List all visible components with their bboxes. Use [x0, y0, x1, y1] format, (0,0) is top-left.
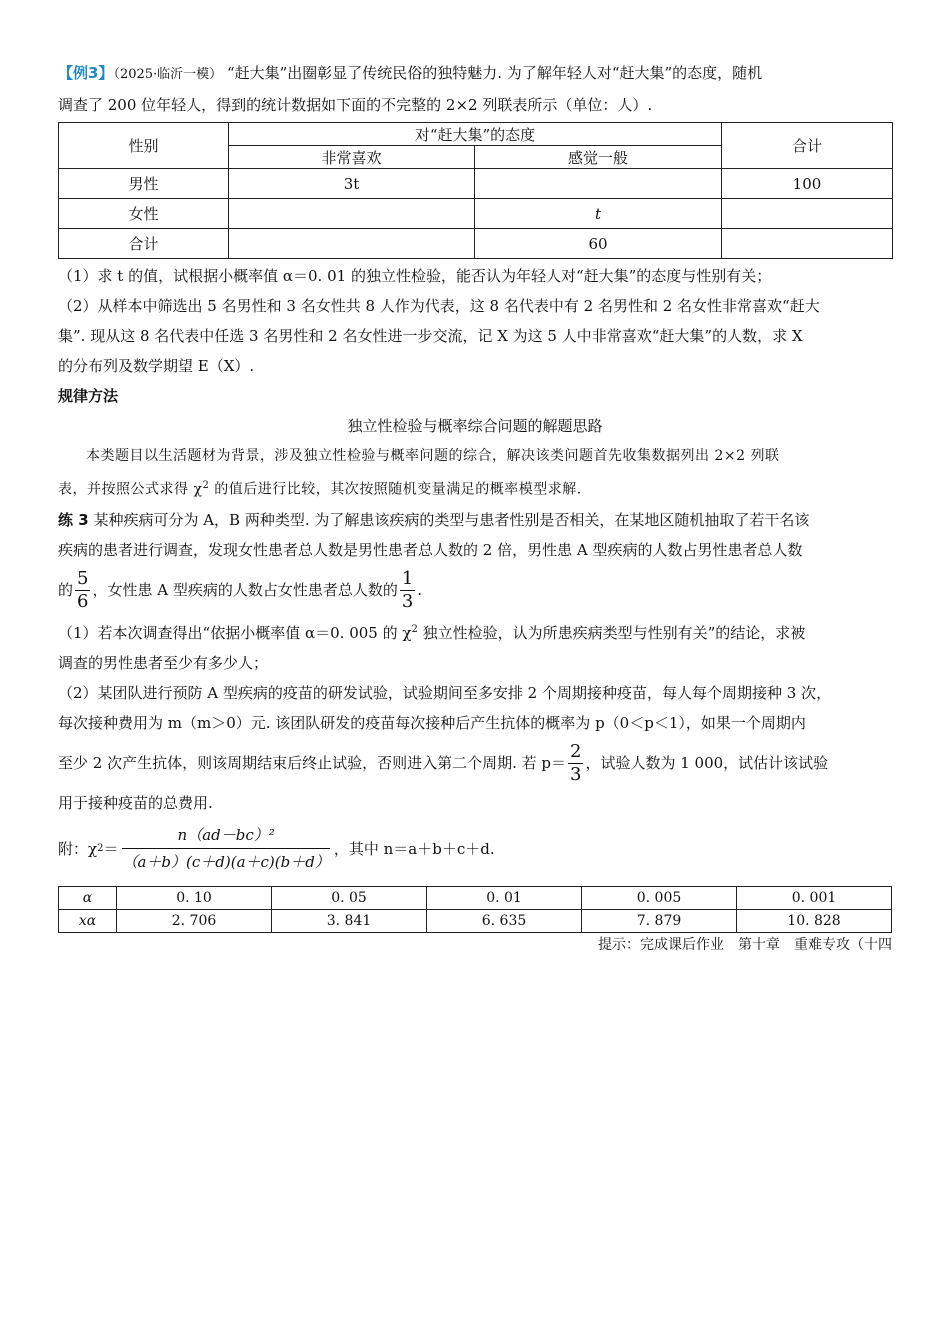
method-text2-post: 的值后进行比较，其次按照随机变量满足的概率模型求解. [209, 481, 582, 498]
method-text-line1: 本类题目以生活题材为背景，涉及独立性检验与概率问题的综合，解决该类问题首先收集数据列出 2×2 列联 [86, 448, 780, 464]
row-label-x-alpha: xα [59, 909, 117, 932]
table-row [59, 169, 893, 199]
row-label: 男性 [59, 169, 229, 199]
row-label: 女性 [59, 199, 229, 229]
cell-total [722, 229, 893, 259]
row-label-alpha: α [59, 886, 117, 909]
part1-post: 独立性检验，认为所患疾病类型与性别有关”的结论，求被 [417, 623, 806, 642]
header-normal: 感觉一般 [475, 146, 722, 169]
part2-line1: （2）某团队进行预防 A 型疾病的疫苗的研发试验，试验期间至多安排 2 个周期接种疫苗，每人每个周期接种 3 次， [58, 683, 832, 702]
table-row [59, 229, 893, 259]
fraction-numerator: 1 [401, 568, 414, 590]
alpha-cell: 0. 005 [582, 886, 737, 909]
x-alpha-cell: 2. 706 [117, 909, 272, 932]
cell-normal [475, 169, 722, 199]
fraction-denominator: 6 [77, 591, 89, 613]
method-text-line2 [58, 471, 892, 505]
formula-numerator: n（ad－bc）² [122, 822, 329, 849]
method-text2-pre: 表，并按照公式求得 χ [58, 481, 203, 498]
part2-line3 [58, 738, 892, 788]
part2-line3-pre: 至少 2 次产生抗体，则该周期结束后终止试验，否则进入第二个周期. 若 p＝ [58, 753, 566, 772]
practice-line1 [58, 505, 892, 535]
practice-line3-end: . [417, 580, 423, 599]
page-content [58, 58, 892, 957]
method-title: 独立性检验与概率综合问题的解题思路 [347, 417, 603, 435]
header-total: 合计 [722, 123, 893, 169]
fraction-numerator: 5 [77, 568, 89, 590]
alpha-cell: 0. 01 [427, 886, 582, 909]
fraction-numerator: 2 [570, 741, 582, 763]
cell-total: 100 [722, 169, 893, 199]
alpha-cell: 0. 05 [272, 886, 427, 909]
formula-label: 附：χ [58, 840, 98, 859]
part1-line2: 调查的男性患者至少有多少人； [58, 653, 269, 672]
part2-line3-post: ，试验人数为 1 000，试估计该试验 [585, 753, 829, 772]
question-1: （1）求 t 的值，试根据小概率值 α＝0. 01 的独立性检验，能否认为年轻人对“赶大集”的态度与性别有关； [58, 267, 772, 285]
formula-eq: ＝ [103, 840, 119, 859]
fraction-one-third [400, 568, 415, 613]
table-row [59, 886, 892, 909]
example-intro [58, 58, 892, 90]
contingency-table [58, 122, 893, 259]
cell-normal: 60 [475, 229, 722, 259]
table-row [59, 199, 893, 229]
row-label: 合计 [59, 229, 229, 259]
part1-sup: 2 [411, 623, 418, 635]
practice-text1: 某种疾病可分为 A，B 两种类型. 为了解患该疾病的类型与患者性别是否相关，在某地区随机抽取了若干名该 [93, 510, 810, 529]
example-intro-line2: 调查了 200 位年轻人，得到的统计数据如下面的不完整的 2×2 列联表所示（单位：人）. [58, 96, 653, 114]
fraction-two-thirds [568, 741, 583, 786]
practice-line3-mid: ，女性患 A 型疾病的人数占女性患者总人数的 [92, 580, 398, 599]
chi-square-formula [58, 818, 892, 880]
formula-denominator: （a＋b）(c＋d)(a＋c)(b＋d） [122, 853, 330, 872]
method-text2-sup: 2 [202, 480, 210, 491]
cell-normal: t [475, 199, 722, 229]
alpha-cell: 0. 001 [737, 886, 892, 909]
fraction-denominator: 3 [570, 764, 582, 786]
formula-fraction [122, 822, 329, 875]
example-source: （2025·临沂一模） [113, 67, 223, 82]
homework-hint: 提示：完成课后作业 第十章 重难专攻（十四 [598, 936, 892, 953]
header-gender: 性别 [59, 123, 229, 169]
question-2-line2: 集”. 现从这 8 名代表中任选 3 名男性和 2 名女性进一步交流，记 X 为这 5 人中非常喜欢“赶大集”的人数，求 X [58, 327, 803, 345]
formula-sup: 2 [97, 843, 104, 855]
question-2-line1: （2）从样本中筛选出 5 名男性和 3 名女性共 8 人作为代表，这 8 名代表中有 2 名男性和 2 名女性非常喜欢“赶大 [58, 297, 820, 315]
example-tag: 【例3】 [58, 64, 114, 82]
practice-line3-pre: 的 [58, 580, 74, 599]
header-like: 非常喜欢 [229, 146, 475, 169]
table-row [59, 909, 892, 932]
fraction-denominator: 3 [401, 591, 414, 613]
practice-line3 [58, 565, 892, 615]
practice-line2: 疾病的患者进行调查，发现女性患者总人数是男性患者总人数的 2 倍，男性患 A 型疾病的人数占男性患者总人数 [58, 540, 803, 559]
practice-tag: 练 3 [58, 510, 89, 529]
cell-like: 3t [229, 169, 475, 199]
part2-line2: 每次接种费用为 m（m＞0）元. 该团队研发的疫苗每次接种后产生抗体的概率为 p（0＜p＜1），如果一个周期内 [58, 713, 806, 732]
header-attitude: 对“赶大集”的态度 [229, 123, 722, 146]
cell-total [722, 199, 893, 229]
formula-where: ，其中 n＝a＋b＋c＋d. [333, 840, 495, 859]
x-alpha-cell: 3. 841 [272, 909, 427, 932]
question-2-line3: 的分布列及数学期望 E（X）. [58, 357, 255, 375]
cell-like [229, 199, 475, 229]
part1-pre: （1）若本次调查得出“依据小概率值 α＝0. 005 的 χ [58, 623, 412, 642]
fraction-five-sixths [75, 568, 90, 613]
x-alpha-cell: 10. 828 [737, 909, 892, 932]
x-alpha-cell: 7. 879 [582, 909, 737, 932]
part2-line4: 用于接种疫苗的总费用. [58, 793, 213, 812]
method-heading: 规律方法 [58, 387, 119, 405]
alpha-cell: 0. 10 [117, 886, 272, 909]
cell-like [229, 229, 475, 259]
x-alpha-cell: 6. 635 [427, 909, 582, 932]
part1-line1 [58, 615, 892, 648]
critical-value-table [58, 886, 892, 933]
example-intro-line1: “赶大集”出圈彰显了传统民俗的独特魅力. 为了解年轻人对“赶大集”的态度，随机 [226, 64, 763, 82]
